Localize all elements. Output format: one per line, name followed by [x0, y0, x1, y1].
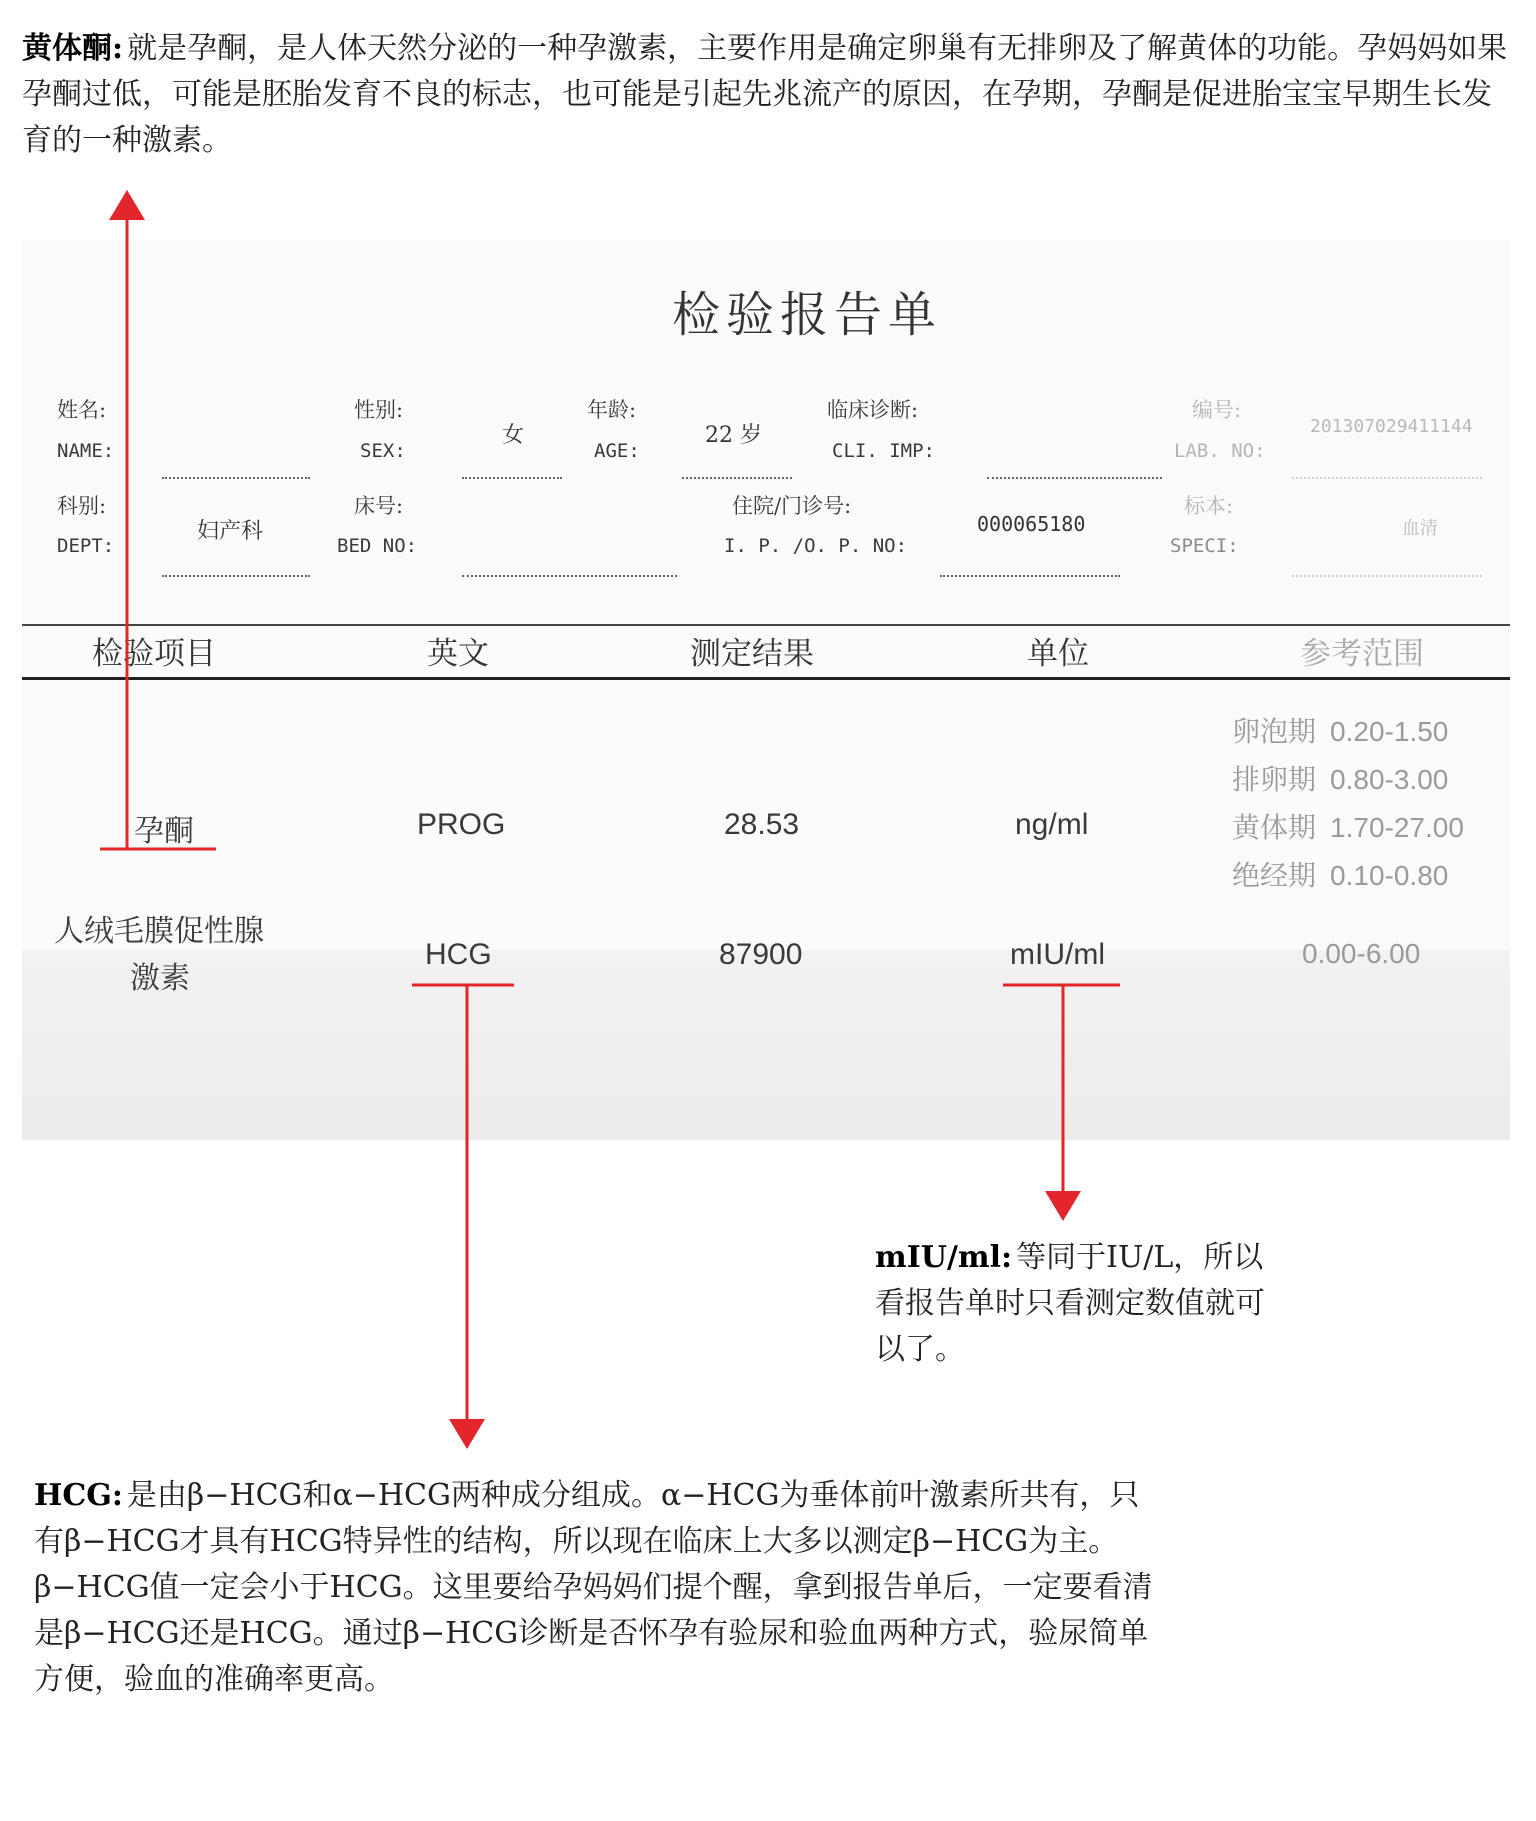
dept-value: 妇产科	[197, 519, 264, 544]
sex-value: 女	[502, 423, 525, 448]
row-hcg-unit: mIU/ml	[1010, 938, 1105, 971]
ipop-label-en: I. P. /O. P. NO:	[724, 535, 908, 557]
labno-label-cn: 编号:	[1192, 398, 1242, 422]
sex-label-cn: 性别:	[354, 398, 404, 422]
row-prog-item: 孕酮	[134, 814, 194, 849]
sex-label-en: SEX:	[360, 440, 406, 462]
unit-text: 等同于IU/L，所以看报告单时只看测定数值就可以了。	[875, 1240, 1265, 1367]
column-result: 测定结果	[690, 636, 814, 672]
hcg-note	[34, 1473, 1159, 1703]
progesterone-text: 就是孕酮，是人体天然分泌的一种孕激素，主要作用是确定卵巢有无排卵及了解黄体的功能。孕妈妈如果孕酮过低，可能是胚胎发育不良的标志，也可能是引起先兆流产的原因，在孕期，孕酮是促进胎宝宝早期生长发育的一种激素。	[22, 31, 1508, 158]
report-title: 检验报告单	[672, 287, 943, 343]
row-prog-unit: ng/ml	[1015, 808, 1089, 841]
name-label-en: NAME:	[57, 440, 115, 462]
row-hcg-item-line1: 人绒毛膜促性腺	[54, 914, 264, 949]
reference-luteal: 黄体期 1.70-27.00	[1232, 811, 1464, 844]
age-label-cn: 年龄:	[587, 398, 637, 422]
bed-label-en: BED NO:	[337, 535, 418, 557]
row-hcg-english: HCG	[425, 938, 492, 971]
age-label-en: AGE:	[594, 440, 640, 462]
reference-ovulation: 排卵期 0.80-3.00	[1232, 763, 1449, 796]
column-item: 检验项目	[92, 636, 216, 672]
clinical-label-cn: 临床诊断:	[827, 398, 919, 422]
spec-label-en: SPECI:	[1170, 535, 1239, 557]
row-hcg-item-line2: 激素	[130, 961, 190, 996]
ipop-label-cn: 住院/门诊号:	[732, 494, 852, 518]
unit-note	[875, 1235, 1275, 1373]
column-unit: 单位	[1027, 636, 1089, 672]
hcg-term: HCG:	[34, 1478, 123, 1513]
bed-label-cn: 床号:	[354, 494, 404, 518]
reference-follicular: 卵泡期 0.20-1.50	[1232, 715, 1449, 748]
row-prog-result: 28.53	[724, 808, 800, 841]
dept-label-cn: 科别:	[57, 494, 107, 518]
hcg-text: 是由β−HCG和α−HCG两种成分组成。α−HCG为垂体前叶激素所共有，只有β−HCG才具有HCG特异性的结构，所以现在临床上大多以测定β−HCG为主。β−HCG值一定会小于HCG。这里要给孕妈妈们提个醒，拿到报告单后，一定要看清是β−HCG还是HCG。通过β−HCG诊断是否怀孕有验尿和验血两种方式，验尿简单方便，验血的准确率更高。	[34, 1478, 1153, 1697]
age-value: 22 岁	[705, 423, 762, 448]
labno-label-en: LAB. NO:	[1174, 440, 1266, 462]
spec-value: 血清	[1402, 518, 1438, 539]
name-label-cn: 姓名:	[57, 398, 107, 422]
row-prog-english: PROG	[417, 808, 506, 841]
dept-label-en: DEPT:	[57, 535, 115, 557]
reference-hcg: 0.00-6.00	[1302, 938, 1421, 969]
labno-value: 201307029411144	[1310, 416, 1473, 437]
clinical-label-en: CLI. IMP:	[832, 440, 935, 462]
unit-term: mIU/ml:	[875, 1240, 1013, 1275]
row-hcg-result: 87900	[719, 938, 803, 971]
ipop-value: 000065180	[977, 512, 1086, 536]
column-english: 英文	[427, 636, 489, 672]
column-reference: 参考范围	[1300, 636, 1424, 672]
spec-label-cn: 标本:	[1184, 494, 1234, 518]
reference-menopause: 绝经期 0.10-0.80	[1232, 859, 1449, 892]
progesterone-term: 黄体酮:	[22, 31, 124, 66]
